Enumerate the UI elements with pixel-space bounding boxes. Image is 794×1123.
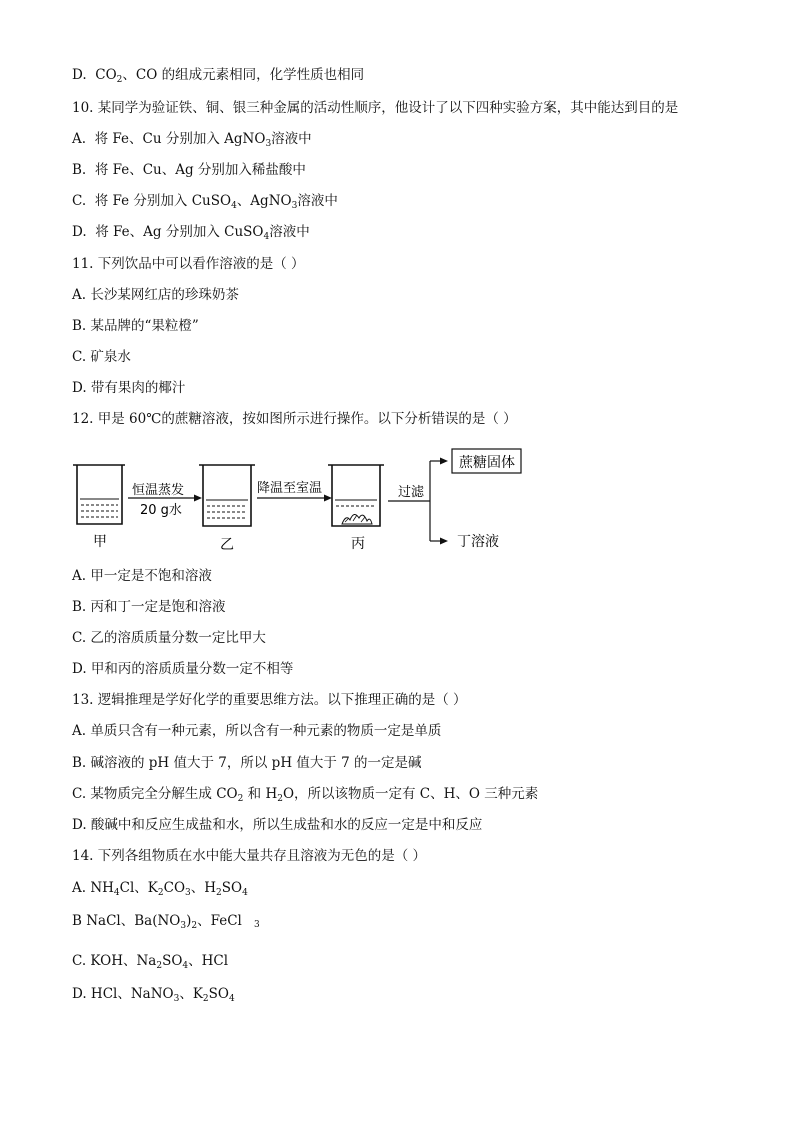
label-sucrose-solid: 蔗糖固体 xyxy=(459,455,515,471)
q10-option-c: C. 将 Fe 分别加入 CuSO$_4$、AgNO$_3$溶液中 xyxy=(72,193,338,211)
q10-option-d: D. 将 Fe、Ag 分别加入 CuSO$_4$溶液中 xyxy=(72,224,310,242)
label-bing: 丙 xyxy=(351,536,365,552)
q10-option-b: B. 将 Fe、Cu、Ag 分别加入稀盐酸中 xyxy=(72,162,306,178)
arrow-solution-head xyxy=(440,538,448,545)
beaker-jia xyxy=(73,465,125,524)
q11-option-a: A. 长沙某网红店的珍珠奶茶 xyxy=(72,287,239,303)
label-evaporate: 恒温蒸发 xyxy=(132,483,185,498)
q10-option-a: A. 将 Fe、Cu 分别加入 AgNO$_3$溶液中 xyxy=(72,131,312,149)
q12-option-a: A. 甲一定是不饱和溶液 xyxy=(72,568,212,584)
q14-option-d: D. HCl、NaNO$_3$、$K_2SO_4$ xyxy=(72,986,235,1004)
arrow-solid-head xyxy=(440,458,448,465)
label-filter: 过滤 xyxy=(398,485,425,500)
q14-option-a: A. $NH_4Cl$、$K_2CO_3$、$H_2SO_4$ xyxy=(72,880,248,898)
label-cool: 降温至室温 xyxy=(257,481,323,496)
q13-option-d: D. 酸碱中和反应生成盐和水，所以生成盐和水的反应一定是中和反应 xyxy=(72,817,483,833)
q14-option-c: C. KOH、$Na_2SO_4$、HCl xyxy=(72,953,229,971)
arrow-evaporate-head xyxy=(194,495,202,502)
q13-option-a: A. 单质只含有一种元素，所以含有一种元素的物质一定是单质 xyxy=(72,723,442,739)
q10-stem: 10. 某同学为验证铁、铜、银三种金属的活动性顺序，他设计了以下四种实验方案，其中能达到目的是 xyxy=(72,100,679,116)
q13-option-b: B. 碱溶液的 pH 值大于 7，所以 pH 值大于 7 的一定是碱 xyxy=(72,755,422,771)
q11-stem: 11. 下列饮品中可以看作溶液的是（ ） xyxy=(72,256,305,272)
q9-option-d: D. $CO_2$、CO 的组成元素相同，化学性质也相同 xyxy=(72,67,365,85)
label-ding-solution: 丁溶液 xyxy=(457,534,499,550)
q14-option-b-subscript: 3 xyxy=(254,920,260,930)
q12-experiment-diagram xyxy=(70,448,530,556)
label-water-amount: 20 g水 xyxy=(140,503,182,518)
q11-option-c: C. 矿泉水 xyxy=(72,349,131,365)
q12-option-c: C. 乙的溶质质量分数一定比甲大 xyxy=(72,630,266,646)
q13-option-c: C. 某物质完全分解生成 $CO_2$ 和 $H_2O$，所以该物质一定有 C、H、O 三种元素 xyxy=(72,786,539,804)
arrow-cool-head xyxy=(324,495,332,502)
beaker-yi xyxy=(199,465,255,526)
q13-stem: 13. 逻辑推理是学好化学的重要思维方法。以下推理正确的是（ ） xyxy=(72,692,467,708)
label-yi: 乙 xyxy=(220,537,234,553)
q12-option-b: B. 丙和丁一定是饱和溶液 xyxy=(72,599,226,615)
q14-stem: 14. 下列各组物质在水中能大量共存且溶液为无色的是（ ） xyxy=(72,848,427,864)
q14-option-b: B NaCl、$Ba(NO_3)_2$、FeCl xyxy=(72,913,242,931)
label-jia: 甲 xyxy=(93,534,107,550)
q12-option-d: D. 甲和丙的溶质质量分数一定不相等 xyxy=(72,661,294,677)
q11-option-d: D. 带有果肉的椰汁 xyxy=(72,380,186,396)
q11-option-b: B. 某品牌的“果粒橙” xyxy=(72,318,199,334)
beaker-bing xyxy=(328,465,384,526)
q12-stem: 12. 甲是 60℃的蔗糖溶液，按如图所示进行操作。以下分析错误的是（ ） xyxy=(72,411,517,427)
